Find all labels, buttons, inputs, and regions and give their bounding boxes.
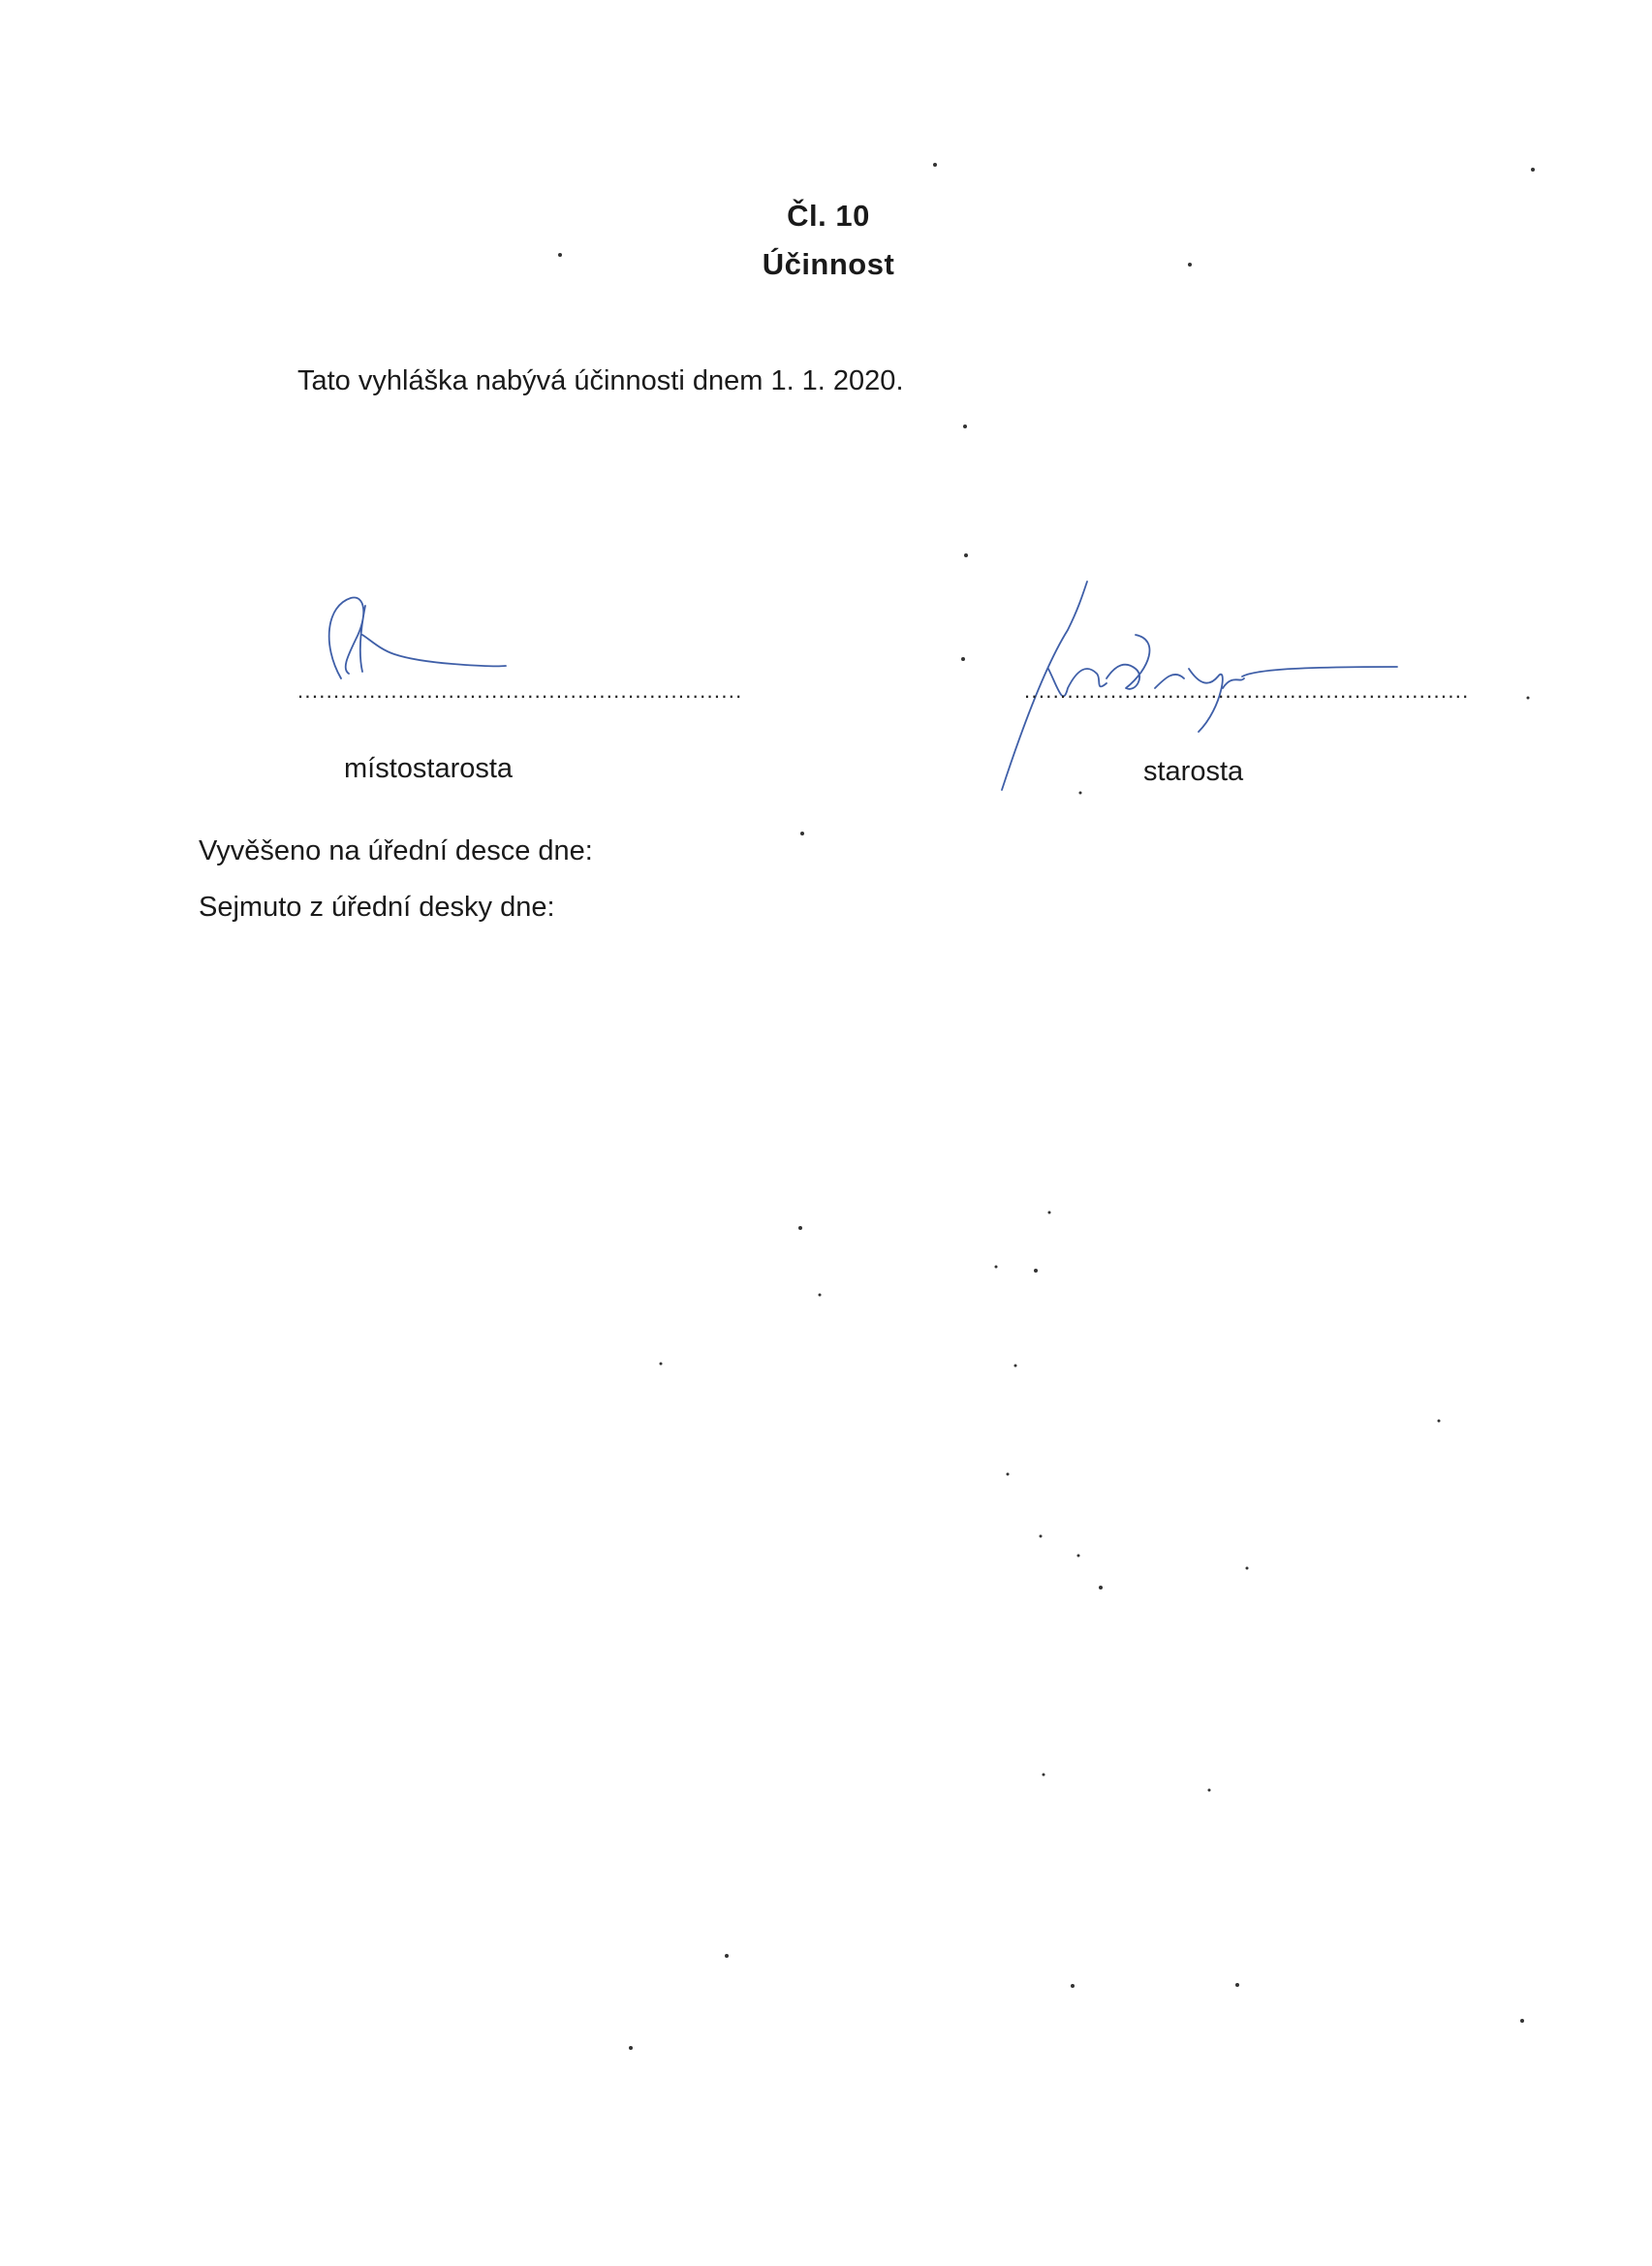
article-number: Čl. 10 [787, 199, 870, 233]
mayor-signature-line: .............................................................. [1024, 678, 1470, 703]
article-title: Účinnost [762, 247, 895, 281]
effect-date-text: Tato vyhláška nabývá účinnosti dnem 1. 1. 2020. [297, 365, 904, 396]
deputy-mayor-signature-line: .............................................................. [297, 678, 743, 703]
removed-from-board-label: Sejmuto z úřední desky dne: [199, 892, 555, 923]
deputy-mayor-label: místostarosta [344, 753, 514, 784]
mayor-label: starosta [1143, 756, 1244, 787]
deputy-mayor-signature [312, 586, 564, 693]
posted-on-board-label: Vyvěšeno na úřední desce dne: [199, 835, 593, 866]
